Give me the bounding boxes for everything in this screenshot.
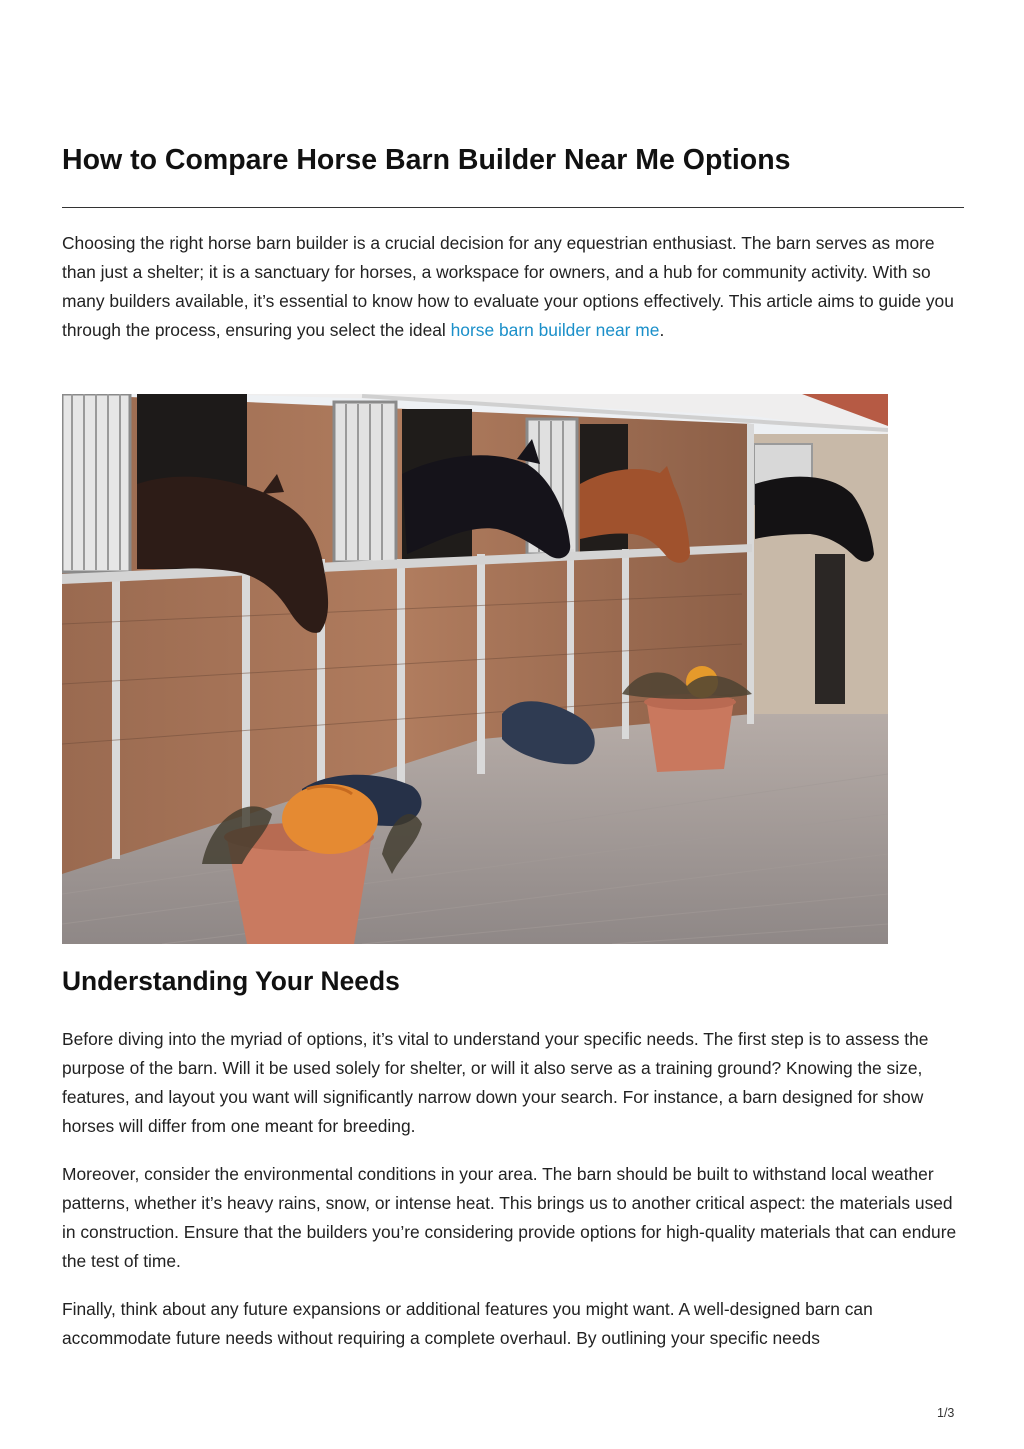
needs-paragraph-1: Before diving into the myriad of options, it’s vital to understand your specific needs. The first step is to assess the purpose of the barn. Will it be used solely for shelter, or will it also serve as a training ground? Knowing the size, features, and layout you want will significantly narrow down your search. For instance, a barn designed for show horses will differ from one meant for breeding. (62, 1029, 929, 1136)
intro-text: Choosing the right horse barn builder is a crucial decision for any equestrian enthusiast. The barn serves as more than just a shelter; it is a sanctuary for horses, a workspace for owners, and a hub for community activity. With so many builders available, it’s essential to know how to evaluate your options effectively. This article aims to guide you through the process, ensuring you select the ideal (62, 233, 954, 340)
title-divider (62, 207, 964, 208)
horses-in-stable-photo (62, 394, 888, 944)
needs-paragraph-3: Finally, think about any future expansions or additional features you might want. A well-designed barn can accommodate future needs without requiring a complete overhaul. By outlining your specific needs (62, 1299, 873, 1348)
horse-barn-builder-link[interactable]: horse barn builder near me (450, 320, 660, 340)
page-title: How to Compare Horse Barn Builder Near Me Options (62, 144, 791, 176)
section-heading: Understanding Your Needs (62, 966, 400, 996)
intro-paragraph (62, 229, 964, 345)
needs-paragraph-2: Moreover, consider the environmental conditions in your area. The barn should be built to withstand local weather patterns, whether it’s heavy rains, snow, or intense heat. This brings us to another critical aspect: the materials used in construction. Ensure that the builders you’re considering provide options for high-quality materials that can endure the test of time. (62, 1164, 957, 1271)
intro-end: . (659, 320, 665, 340)
page-number: 1/3 (937, 1406, 955, 1420)
